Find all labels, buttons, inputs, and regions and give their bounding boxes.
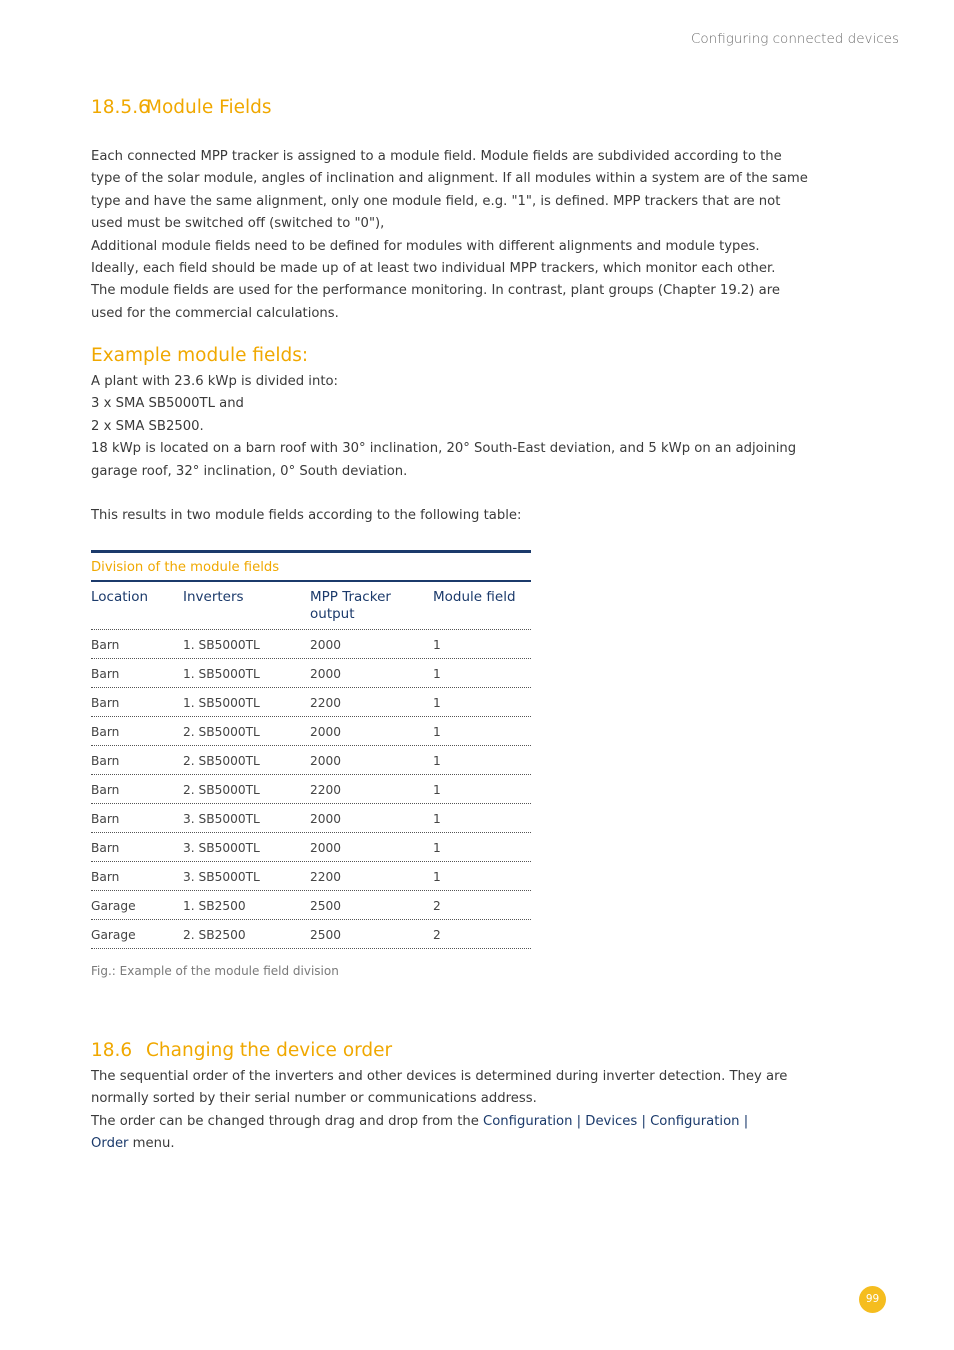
- header-inverters: Inverters: [183, 589, 244, 605]
- table-row: [91, 891, 531, 920]
- cell-location: Barn: [91, 812, 120, 826]
- text-line: [91, 1111, 821, 1133]
- section-heading-module-fields: [91, 97, 272, 118]
- cell-location: Barn: [91, 754, 120, 768]
- section-number: 18.6: [91, 1040, 133, 1061]
- text-line: type of the solar module, angles of inclination and alignment. If all modules within a system are of the same: [91, 171, 808, 187]
- cell-mpp-output: 2000: [310, 754, 342, 768]
- cell-module-field: 1: [433, 812, 441, 826]
- cell-module-field: 1: [433, 667, 441, 681]
- text-line: 3 x SMA SB5000TL and: [91, 396, 244, 412]
- table-title: Division of the module fields: [91, 553, 531, 582]
- text-line: garage roof, 32° inclination, 0° South deviation.: [91, 463, 408, 479]
- text-line: Additional module fields need to be defined for modules with different alignments and module types.: [91, 238, 760, 254]
- text-line: normally sorted by their serial number or communications address.: [91, 1091, 537, 1107]
- cell-inverter: 2. SB5000TL: [183, 725, 260, 739]
- table-row: [91, 630, 531, 659]
- cell-location: Barn: [91, 725, 120, 739]
- module-field-table: [91, 550, 531, 949]
- text-line: Ideally, each field should be made up of at least two individual MPP trackers, which monitor each other.: [91, 261, 776, 277]
- text-line: The module fields are used for the performance monitoring. In contrast, plant groups (Chapter 19.2) are: [91, 283, 780, 299]
- cell-module-field: 1: [433, 638, 441, 652]
- table-row: [91, 833, 531, 862]
- cell-inverter: 2. SB2500: [183, 928, 246, 942]
- cell-module-field: 1: [433, 870, 441, 884]
- table-body: [91, 630, 531, 949]
- cell-mpp-output: 2200: [310, 870, 342, 884]
- cell-inverter: 3. SB5000TL: [183, 870, 260, 884]
- header-mpp-tracker-output: MPP Tracker output: [310, 589, 391, 622]
- example-heading: Example module fields:: [91, 345, 309, 366]
- text-line: The sequential order of the inverters and other devices is determined during inverter detection. They are: [91, 1069, 788, 1084]
- cell-mpp-output: 2200: [310, 783, 342, 797]
- cell-inverter: 1. SB5000TL: [183, 638, 260, 652]
- cell-location: Barn: [91, 696, 120, 710]
- table-row: [91, 659, 531, 688]
- cell-inverter: 2. SB5000TL: [183, 783, 260, 797]
- cell-mpp-output: 2200: [310, 696, 342, 710]
- cell-module-field: 1: [433, 725, 441, 739]
- cell-location: Garage: [91, 899, 136, 913]
- cell-module-field: 1: [433, 841, 441, 855]
- text-line: A plant with 23.6 kWp is divided into:: [91, 374, 338, 389]
- table-row: [91, 920, 531, 949]
- table-header-row: [91, 582, 531, 630]
- table-row: [91, 862, 531, 891]
- text-segment: menu.: [128, 1136, 175, 1152]
- header-module-field: Module field: [433, 589, 516, 605]
- cell-mpp-output: 2000: [310, 812, 342, 826]
- text-line: [91, 1133, 821, 1155]
- cell-location: Barn: [91, 667, 120, 681]
- header-location: Location: [91, 589, 149, 605]
- page-number-badge: 99: [859, 1286, 886, 1313]
- example-paragraph: [91, 371, 821, 483]
- section-number: 18.5.6: [91, 97, 150, 118]
- text-line: used for the commercial calculations.: [91, 305, 339, 321]
- cell-module-field: 1: [433, 783, 441, 797]
- cell-mpp-output: 2500: [310, 928, 342, 942]
- cell-inverter: 3. SB5000TL: [183, 812, 260, 826]
- result-paragraph: This results in two module fields according to the following table:: [91, 508, 522, 523]
- cell-inverter: 1. SB5000TL: [183, 667, 260, 681]
- cell-inverter: 1. SB5000TL: [183, 696, 260, 710]
- module-fields-paragraph: [91, 146, 821, 325]
- cell-module-field: 1: [433, 754, 441, 768]
- cell-module-field: 1: [433, 696, 441, 710]
- cell-inverter: 2. SB5000TL: [183, 754, 260, 768]
- table-row: [91, 804, 531, 833]
- text-line: type and have the same alignment, only one module field, e.g. "1", is defined. MPP trackers that are not: [91, 193, 781, 209]
- cell-mpp-output: 2000: [310, 638, 342, 652]
- text-line: used must be switched off (switched to "0"),: [91, 216, 385, 232]
- table-row: [91, 717, 531, 746]
- cell-mpp-output: 2000: [310, 725, 342, 739]
- text-segment: The order can be changed through drag and drop from the: [91, 1113, 484, 1129]
- section-title: Module Fields: [146, 97, 272, 118]
- device-order-paragraph: [91, 1066, 821, 1156]
- menu-path-link[interactable]: Configuration | Devices | Configuration |: [483, 1113, 749, 1129]
- text-line: 2 x SMA SB2500.: [91, 418, 204, 434]
- cell-module-field: 2: [433, 928, 441, 942]
- cell-module-field: 2: [433, 899, 441, 913]
- cell-location: Barn: [91, 638, 120, 652]
- cell-inverter: 1. SB2500: [183, 899, 246, 913]
- table-row: [91, 746, 531, 775]
- running-header: Configuring connected devices: [690, 31, 899, 47]
- cell-location: Barn: [91, 870, 120, 884]
- cell-location: Barn: [91, 841, 120, 855]
- cell-inverter: 3. SB5000TL: [183, 841, 260, 855]
- menu-path-link-order[interactable]: Order: [91, 1136, 129, 1152]
- cell-location: Barn: [91, 783, 120, 797]
- table-row: [91, 775, 531, 804]
- section-heading-device-order: [91, 1040, 392, 1061]
- cell-mpp-output: 2000: [310, 667, 342, 681]
- cell-mpp-output: 2500: [310, 899, 342, 913]
- text-line: Each connected MPP tracker is assigned to a module field. Module fields are subdivided according to the: [91, 149, 782, 164]
- figure-caption: Fig.: Example of the module field division: [91, 964, 339, 978]
- text-line: 18 kWp is located on a barn roof with 30° inclination, 20° South-East deviation, and 5 kWp on an adjoining: [91, 441, 797, 457]
- cell-location: Garage: [91, 928, 136, 942]
- section-title: Changing the device order: [146, 1040, 393, 1061]
- cell-mpp-output: 2000: [310, 841, 342, 855]
- table-row: [91, 688, 531, 717]
